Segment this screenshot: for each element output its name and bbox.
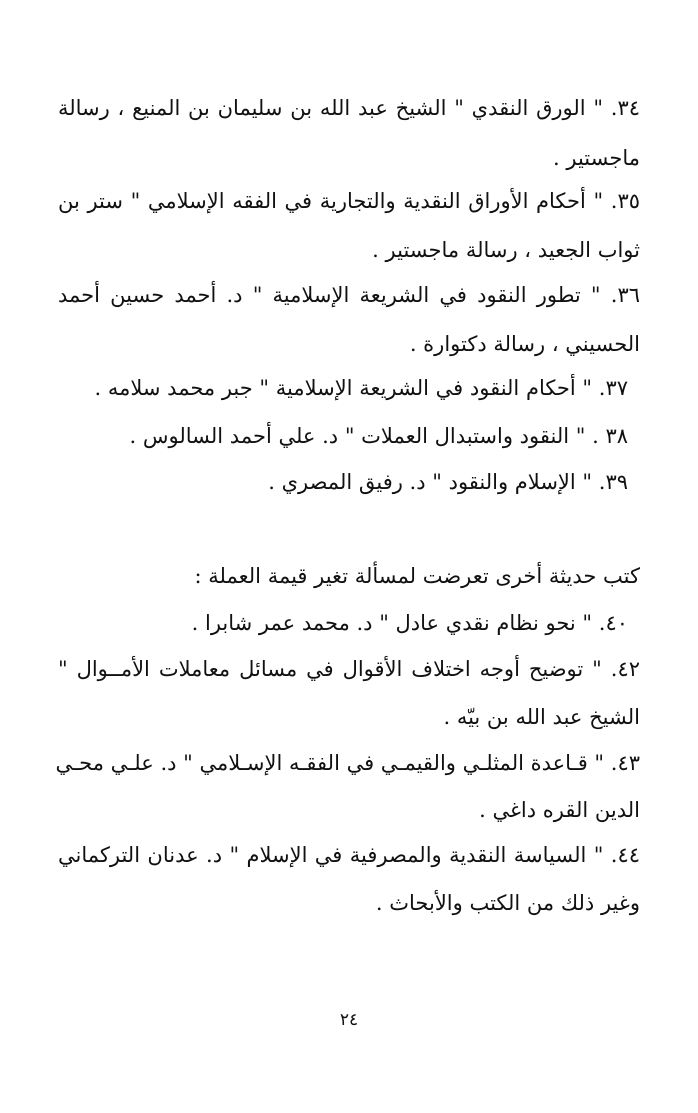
entry-35-line-2: ثواب الجعيد ، رسالة ماجستير . xyxy=(372,238,640,262)
entry-42-line-1: ٤٢. " توضيح أوجه اختلاف الأقوال في مسائل معاملات الأمــوال " xyxy=(58,657,640,681)
entry-36-line-2: الحسيني ، رسالة دكتوارة . xyxy=(409,332,640,356)
entry-34-line-1: ٣٤. " الورق النقدي " الشيخ عبد الله بن سليمان بن المنيع ، رسالة xyxy=(58,96,640,120)
entry-35-line-1: ٣٥. " أحكام الأوراق النقدية والتجارية في الفقه الإسلامي " ستر بن xyxy=(58,189,640,213)
entry-44-line-2: وغير ذلك من الكتب والأبحاث . xyxy=(375,891,640,915)
entry-44-line-1: ٤٤. " السياسة النقدية والمصرفية في الإسلام " د. عدنان التركماني xyxy=(58,843,640,867)
page-number: ٢٤ xyxy=(339,1010,359,1030)
entry-43-line-2: الدين القره داغي . xyxy=(479,798,640,822)
entry-37-line-1: ٣٧. " أحكام النقود في الشريعة الإسلامية " جبر محمد سلامه . xyxy=(94,376,628,400)
entry-42-line-2: الشيخ عبد الله بن بيّه . xyxy=(443,705,640,729)
entry-40-line-1: ٤٠. " نحو نظام نقدي عادل " د. محمد عمر شابرا . xyxy=(191,611,628,635)
section-heading: كتب حديثة أخرى تعرضت لمسألة تغير قيمة العملة : xyxy=(194,564,640,588)
entry-34-line-2: ماجستير . xyxy=(553,146,640,170)
entry-39-line-1: ٣٩. " الإسلام والنقود " د. رفيق المصري . xyxy=(268,470,628,494)
entry-43-line-1: ٤٣. " قـاعدة المثلـي والقيمـي في الفقـه الإسـلامي " د. علـي محـي xyxy=(55,751,640,775)
entry-38-line-1: ٣٨ . " النقود واستبدال العملات " د. علي أحمد السالوس . xyxy=(129,424,628,448)
entry-36-line-1: ٣٦. " تطور النقود في الشريعة الإسلامية " د. أحمد حسين أحمد xyxy=(58,283,640,307)
